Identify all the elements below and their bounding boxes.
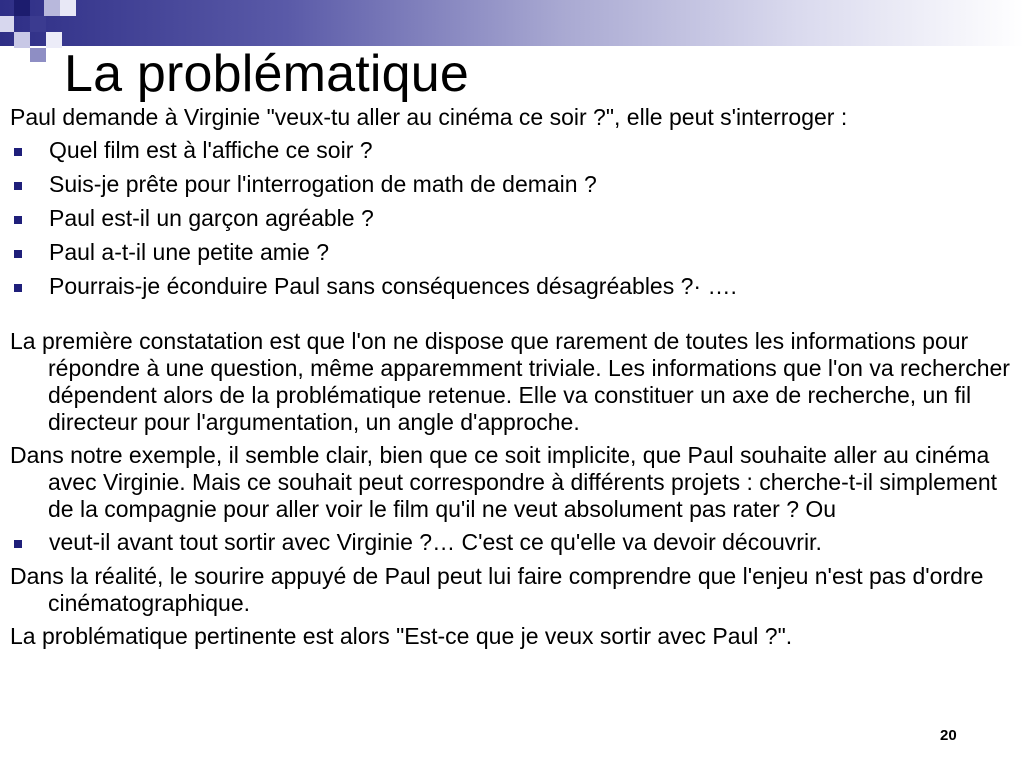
square-bullet-icon	[14, 250, 22, 258]
question-text: Paul est-il un garçon agréable ?	[49, 205, 374, 231]
question-text: Pourrais-je éconduire Paul sans conséquences désagréables ?· ….	[49, 273, 737, 299]
example-bullet-item	[10, 529, 1018, 556]
question-item	[10, 171, 1018, 198]
question-item	[10, 239, 1018, 266]
square-bullet-icon	[14, 182, 22, 190]
question-item	[10, 273, 1018, 300]
example-bullet-text: veut-il avant tout sortir avec Virginie ?… C'est ce qu'elle va devoir découvrir.	[49, 529, 822, 555]
constatation-paragraph: La première constatation est que l'on ne dispose que rarement de toutes les informations pour répondre à une question, même apparemment triviale. Les informations que l'on va rechercher dépendent alors de la problématique retenue. Elle va constituer un axe de recherche, un fil directeur pour l'argumentation, un angle d'approche.	[10, 328, 1010, 435]
header-gradient-bar	[0, 0, 1024, 46]
question-text: Paul a-t-il une petite amie ?	[49, 239, 329, 265]
page-number: 20	[940, 727, 957, 744]
square-bullet-icon	[14, 540, 22, 548]
conclusion-paragraph: La problématique pertinente est alors "Est-ce que je veux sortir avec Paul ?".	[10, 623, 793, 649]
reality-paragraph: Dans la réalité, le sourire appuyé de Paul peut lui faire comprendre que l'enjeu n'est pas d'ordre cinématographique.	[10, 563, 984, 616]
question-text: Suis-je prête pour l'interrogation de math de demain ?	[49, 171, 597, 197]
question-item	[10, 137, 1018, 164]
square-bullet-icon	[14, 216, 22, 224]
question-item	[10, 205, 1018, 232]
square-bullet-icon	[14, 284, 22, 292]
slide-title: La problématique	[64, 45, 470, 103]
square-bullet-icon	[14, 148, 22, 156]
question-text: Quel film est à l'affiche ce soir ?	[49, 137, 373, 163]
intro-paragraph: Paul demande à Virginie "veux-tu aller au cinéma ce soir ?", elle peut s'interroger :	[10, 104, 848, 130]
example-paragraph: Dans notre exemple, il semble clair, bien que ce soit implicite, que Paul souhaite aller au cinéma avec Virginie. Mais ce souhait peut correspondre à différents projets : cherche-t-il simplement de la compagnie pour aller voir le film qu'il ne veut absolument pas rater ? Ou	[10, 442, 997, 522]
slide-body	[10, 104, 1018, 656]
